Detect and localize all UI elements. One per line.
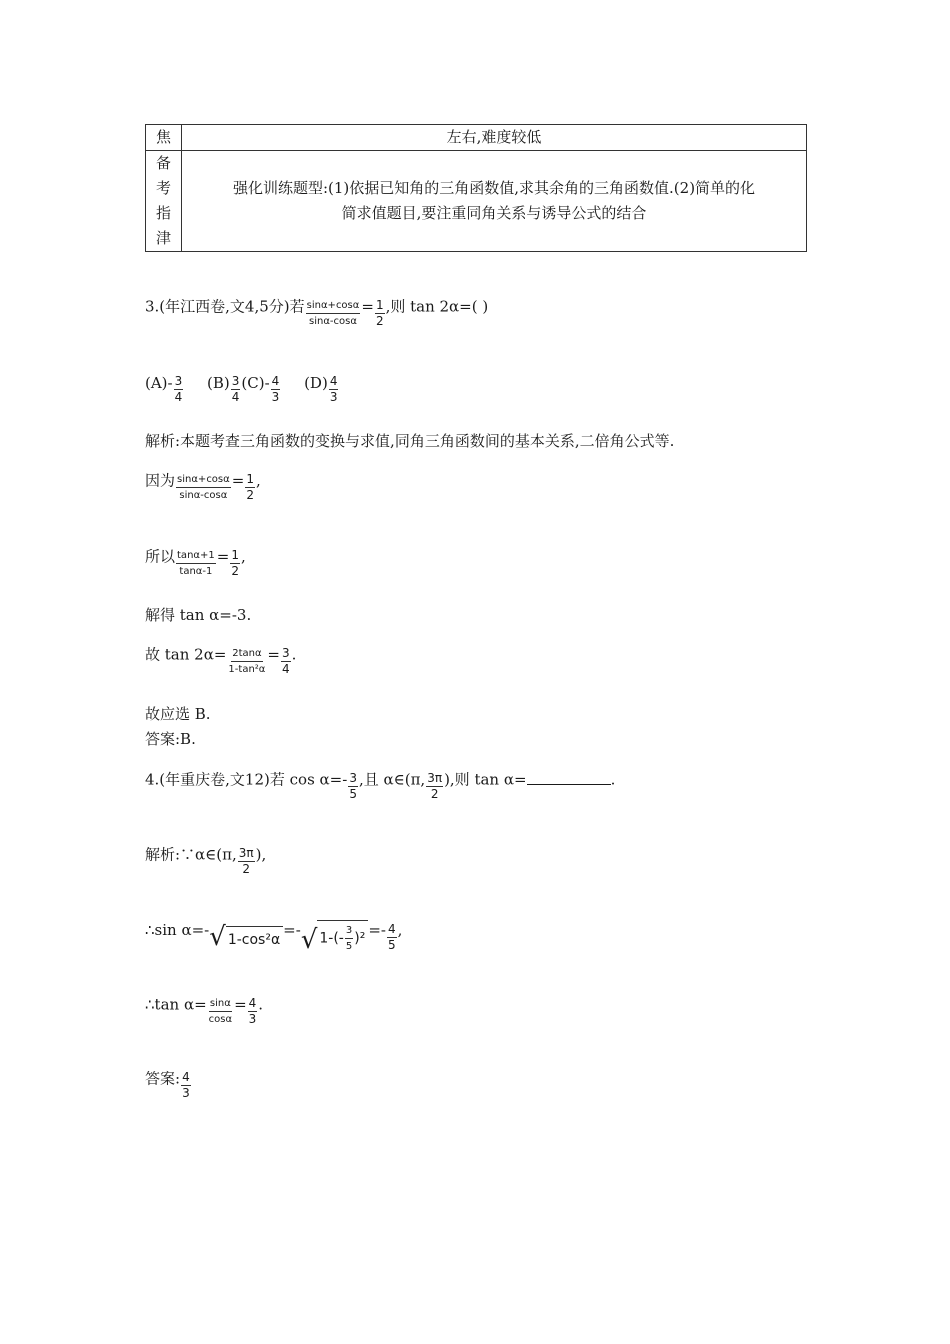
q3-stem: 3.(年江西卷,文4,5分)若 $\frac{\sin\alpha+\cos\alpha}{\sin\alpha-\cos\alpha}$ = $\frac{1}{2}$ ,则 tan 2α=( ) [145, 297, 489, 328]
q4-answer: 答案: $\frac{4}{3}$ [145, 1069, 190, 1100]
sqrt-expression-2: √ 1-(- $\frac{3}{5}$ )² [301, 920, 369, 954]
q3-given-fraction: $\frac{\sin\alpha+\cos\alpha}{\sin\alpha-\cos\alpha}$ [306, 300, 360, 327]
row-label-guide: 备 考 指 津 [146, 151, 182, 252]
guide-table [145, 124, 807, 252]
q3-solve: 解得 tan α=-3. [145, 606, 252, 624]
q4-sin-line: ∴sin α=- √ 1-cos²α =- √ 1-(- $\frac{3}{5}$ )² =- $\frac{4}{5}$ , [145, 921, 403, 955]
q3-therefore: 故 tan 2α= $\frac{2\tan\alpha}{\text{1-tan²α}}$ = $\frac{3}{4}$ . [145, 645, 297, 676]
q3-analysis: 解析:本题考查三角函数的变换与求值,同角三角函数间的基本关系,二倍角公式等. [145, 432, 675, 450]
answer-blank[interactable] [527, 770, 611, 785]
q4-analysis: 解析:∵α∈(π, $\frac{3\pi}{2}$ ), [145, 845, 267, 876]
row-text-guide: 强化训练题型:(1)依据已知角的三角函数值,求其余角的三角函数值.(2)简单的化 简求值题目,要注重同角关系与诱导公式的结合 [182, 151, 807, 252]
option-d: (D) $\frac{4}{3}$ [304, 373, 338, 404]
row-label-focus: 焦 [146, 125, 182, 151]
sqrt-expression-1: √ 1-cos²α [209, 923, 283, 951]
q4-stem: 4.(年重庆卷,文12)若 cos α=- $\frac{3}{5}$ ,且 α∈(π, $\frac{3\pi}{2}$ ),则 tan α= . [145, 770, 616, 801]
row-text-focus: 左右,难度较低 [182, 125, 807, 151]
option-b: (B) $\frac{3}{4}$ [207, 373, 240, 404]
q3-because: 因为 $\frac{\sin\alpha+\cos\alpha}{\sin\alpha-\cos\alpha}$ = $\frac{1}{2}$ , [145, 471, 261, 502]
q3-choose: 故应选 B. [145, 705, 211, 723]
option-c: (C)- $\frac{4}{3}$ [241, 373, 280, 404]
q4-tan-line: ∴tan α= $\frac{\sin\alpha}{\cos\alpha}$ = $\frac{4}{3}$ . [145, 995, 264, 1026]
q3-answer: 答案:B. [145, 730, 196, 748]
q3-options [145, 368, 339, 404]
q3-so: 所以 $\frac{\tan\alpha+1}{\tan\alpha-1}$ = $\frac{1}{2}$ , [145, 547, 246, 578]
option-a: (A)- $\frac{3}{4}$ [145, 373, 183, 404]
